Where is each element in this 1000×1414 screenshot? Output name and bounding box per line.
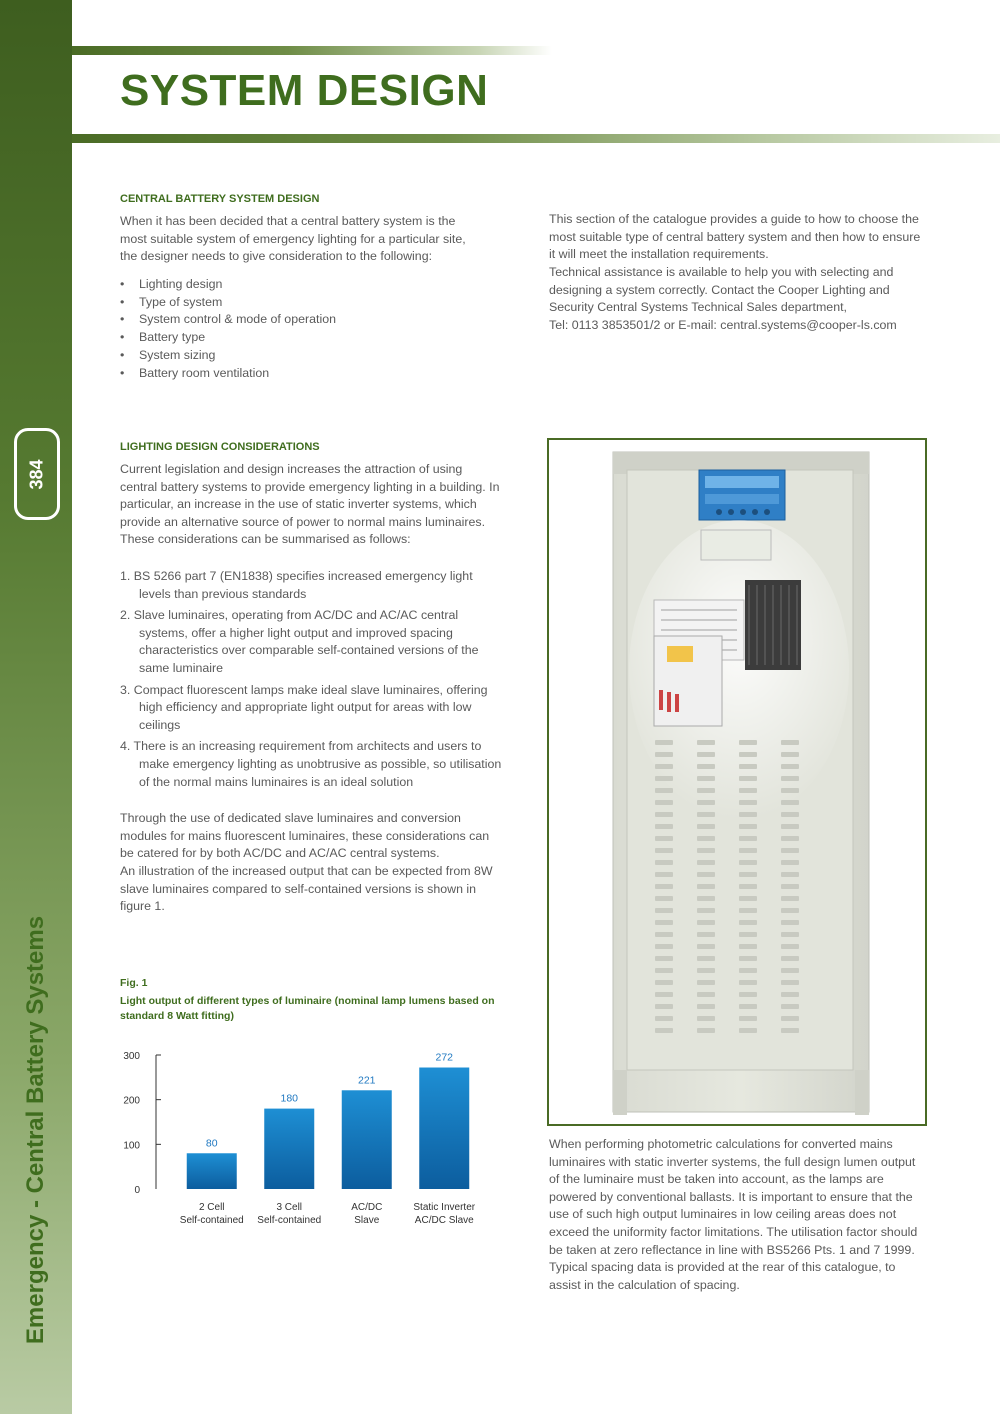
bar (419, 1068, 469, 1189)
louver-slot (781, 860, 799, 865)
louver-slot (697, 800, 715, 805)
light-output-bar-chart (110, 1040, 510, 1240)
louver-slot (781, 836, 799, 841)
page-number-badge (14, 428, 60, 520)
louver-slot (739, 848, 757, 853)
louver-slot (697, 776, 715, 781)
consideration-item: • Lighting design (120, 276, 336, 294)
louver-slot (739, 788, 757, 793)
louver-slot (739, 1016, 757, 1021)
louver-slot (697, 1004, 715, 1009)
louver-slot (697, 836, 715, 841)
bar-value-label: 221 (357, 1074, 376, 1087)
louver-slot (781, 884, 799, 889)
louver-slot (655, 992, 673, 997)
page-number: 384 (26, 458, 47, 490)
louver-slot (739, 752, 757, 757)
bar (264, 1109, 314, 1189)
louver-slot (697, 764, 715, 769)
louver-slot (697, 992, 715, 997)
louver-slot (697, 932, 715, 937)
section-title: Emergency - Central Battery Systems (22, 915, 49, 1345)
louver-slot (739, 800, 757, 805)
cabinet-photo-frame (547, 438, 927, 1126)
louver-slot (697, 908, 715, 913)
display-screen (705, 476, 779, 488)
louver-slot (697, 848, 715, 853)
louver-slot (655, 776, 673, 781)
louver-slot (781, 944, 799, 949)
louver-slot (655, 800, 673, 805)
louver-slot (655, 848, 673, 853)
louver-slot (781, 1004, 799, 1009)
louver-slot (697, 956, 715, 961)
louver-slot (697, 1016, 715, 1021)
y-tick-label: 200 (123, 1095, 140, 1107)
louver-slot (739, 908, 757, 913)
louver-slot (781, 752, 799, 757)
louver-slot (655, 968, 673, 973)
louver-slot (655, 956, 673, 961)
louver-slot (739, 992, 757, 997)
louver-slot (739, 956, 757, 961)
louver-slot (739, 884, 757, 889)
bar (342, 1090, 392, 1189)
x-category-label: AC/DC Slave (414, 1215, 474, 1226)
louver-slot (697, 944, 715, 949)
consideration-item: • Battery type (120, 329, 336, 347)
louver-slot (697, 920, 715, 925)
louver-slot (655, 740, 673, 745)
bar-value-label: 272 (435, 1051, 454, 1064)
consideration-item: • System sizing (120, 347, 336, 365)
warning-label (667, 646, 693, 662)
x-category-label: AC/DC (351, 1202, 383, 1213)
y-tick-label: 0 (134, 1185, 140, 1196)
consideration-item: • Battery room ventilation (120, 365, 336, 383)
louver-slot (655, 836, 673, 841)
top-rule (72, 46, 552, 55)
louver-slot (697, 824, 715, 829)
louver-slot (655, 908, 673, 913)
louver-slot (781, 824, 799, 829)
louver-slot (655, 1028, 673, 1033)
louver-slot (697, 896, 715, 901)
cabinet-photo (549, 440, 925, 1124)
photometric-text: When performing photometric calculations for converted mains luminaires with static inverter systems, the full design lumen output of the luminaire must be taken into account, as the lamps are powered by conventional ballasts. It is important to ensure that the use of such high output luminaires in low ceiling areas does not exceed the uniformity factor limitations. The utilisation factor should be taken at zero reflectance in line with BS5266 Pts. 1 and 7 1999. Typical spacing data is provided at the rear of this catalogue, to assist in the calculation of spacing. (549, 1137, 918, 1292)
louver-slot (781, 920, 799, 925)
louver-slot (655, 1004, 673, 1009)
louver-slot (781, 1028, 799, 1033)
lighting-point: 3. Compact fluorescent lamps make ideal slave luminaires, offering high efficiency and appropriate light output for areas with low ceilings (120, 682, 488, 732)
louver-slot (739, 896, 757, 901)
bar (187, 1153, 237, 1189)
louver-slot (781, 764, 799, 769)
louver-slot (697, 872, 715, 877)
louver-slot (655, 872, 673, 877)
louver-slot (655, 896, 673, 901)
bar-value-label: 80 (205, 1137, 218, 1150)
louver-slot (655, 752, 673, 757)
louver-slot (739, 812, 757, 817)
lighting-intro: Current legislation and design increases the attraction of using central battery systems to provide emergency lighting in a building. In particular, an increase in the use of static inverter systems, which provide an alternative source of power to normal mains luminaires. These considerations can be summarised as follows: (120, 462, 500, 547)
louver-slot (655, 860, 673, 865)
sidebar (0, 0, 72, 1414)
louver-slot (739, 776, 757, 781)
louver-slot (781, 1016, 799, 1021)
contact-text: Tel: 0113 3853501/2 or E-mail: central.systems@cooper-ls.com (549, 318, 897, 332)
louver-slot (655, 788, 673, 793)
louver-slot (697, 812, 715, 817)
louver-slot (739, 824, 757, 829)
assist-text: Technical assistance is available to help you with selecting and designing a system correctly. Contact the Cooper Lighting and Security Central Systems Technical Sales department, (549, 265, 894, 315)
louver-slot (655, 980, 673, 985)
louver-slot (739, 1004, 757, 1009)
louver-slot (781, 896, 799, 901)
louver-slot (655, 764, 673, 769)
louver-slot (739, 944, 757, 949)
louver-slot (697, 968, 715, 973)
louver-slot (739, 920, 757, 925)
louver-slot (739, 968, 757, 973)
title-rule (72, 134, 1000, 143)
louver-slot (781, 872, 799, 877)
x-category-label: 3 Cell (276, 1202, 303, 1213)
louver-slot (655, 884, 673, 889)
central-heading: CENTRAL BATTERY SYSTEM DESIGN (120, 193, 320, 205)
louver-slot (655, 812, 673, 817)
louver-slot (781, 812, 799, 817)
louver-slot (781, 776, 799, 781)
consideration-item: • Type of system (120, 294, 336, 312)
x-category-label: 2 Cell (198, 1202, 225, 1213)
louver-slot (655, 944, 673, 949)
central-intro: When it has been decided that a central battery system is the most suitable system of emergency lighting for a particular site, the designer needs to give consideration to the following: (120, 214, 466, 264)
lighting-point: 1. BS 5266 part 7 (EN1838) specifies increased emergency light levels than previous standards (120, 569, 473, 601)
louver-slot (739, 980, 757, 985)
louver-slot (697, 740, 715, 745)
louver-slot (781, 956, 799, 961)
page-title: SYSTEM DESIGN (120, 66, 489, 115)
louver-slot (739, 764, 757, 769)
louver-slot (781, 740, 799, 745)
louver-slot (781, 992, 799, 997)
lighting-points-list (120, 568, 505, 795)
y-tick-label: 100 (123, 1140, 140, 1152)
lighting-heading: LIGHTING DESIGN CONSIDERATIONS (120, 441, 320, 453)
figure-label: Fig. 1 (120, 977, 148, 989)
consideration-item: • System control & mode of operation (120, 311, 336, 329)
louver-slot (655, 932, 673, 937)
louver-slot (697, 752, 715, 757)
louver-slot (655, 824, 673, 829)
bar-value-label: 180 (280, 1092, 299, 1105)
louver-slot (739, 872, 757, 877)
louver-slot (697, 884, 715, 889)
figure-caption: Light output of different types of luminaire (nominal lamp lumens based on standard 8 Watt fitting) (120, 995, 495, 1022)
x-category-label: Static Inverter (413, 1202, 476, 1213)
louver-slot (697, 980, 715, 985)
louver-slot (781, 800, 799, 805)
display-indicators (705, 494, 779, 504)
louver-slot (781, 848, 799, 853)
cabinet-leg-right (855, 1070, 869, 1115)
louver-slot (655, 920, 673, 925)
louver-slot (739, 860, 757, 865)
consideration-list (120, 276, 336, 382)
x-category-label: Slave (354, 1215, 380, 1226)
lighting-point: 4. There is an increasing requirement from architects and users to make emergency lighting as unobtrusive as possible, so utilisation of the normal mains luminaires is an ideal solution (120, 739, 502, 789)
guide-text: This section of the catalogue provides a guide to how to choose the most suitable type of central battery system and then how to ensure it will meet the installation requirements. (549, 212, 921, 262)
x-category-label: Self-contained (179, 1215, 244, 1226)
x-category-label: Self-contained (257, 1215, 322, 1226)
louver-slot (739, 740, 757, 745)
louver-slot (697, 860, 715, 865)
louver-slot (781, 908, 799, 913)
lighting-conclusion: Through the use of dedicated slave luminaires and conversion modules for mains fluorescent luminaires, these considerations can be catered for by both AC/DC and AC/AC central systems. (120, 811, 490, 861)
louver-slot (739, 932, 757, 937)
louver-slot (697, 1028, 715, 1033)
cabinet-leg-left (613, 1070, 627, 1115)
louver-slot (655, 1016, 673, 1021)
louver-slot (697, 788, 715, 793)
y-tick-label: 300 (123, 1051, 140, 1062)
lighting-illustration-note: An illustration of the increased output that can be expected from 8W slave luminaires compared to self-contained versions is shown in figure 1. (120, 864, 493, 914)
louver-slot (739, 836, 757, 841)
louver-slot (781, 932, 799, 937)
louver-slot (781, 788, 799, 793)
upper-circuit-board (701, 530, 771, 560)
lighting-point: 2. Slave luminaires, operating from AC/DC and AC/AC central systems, offer a higher light output and improved spacing characteristics over comparable self-contained versions of the same luminaire (120, 608, 479, 675)
louver-slot (739, 1028, 757, 1033)
louver-slot (781, 980, 799, 985)
louver-slot (781, 968, 799, 973)
